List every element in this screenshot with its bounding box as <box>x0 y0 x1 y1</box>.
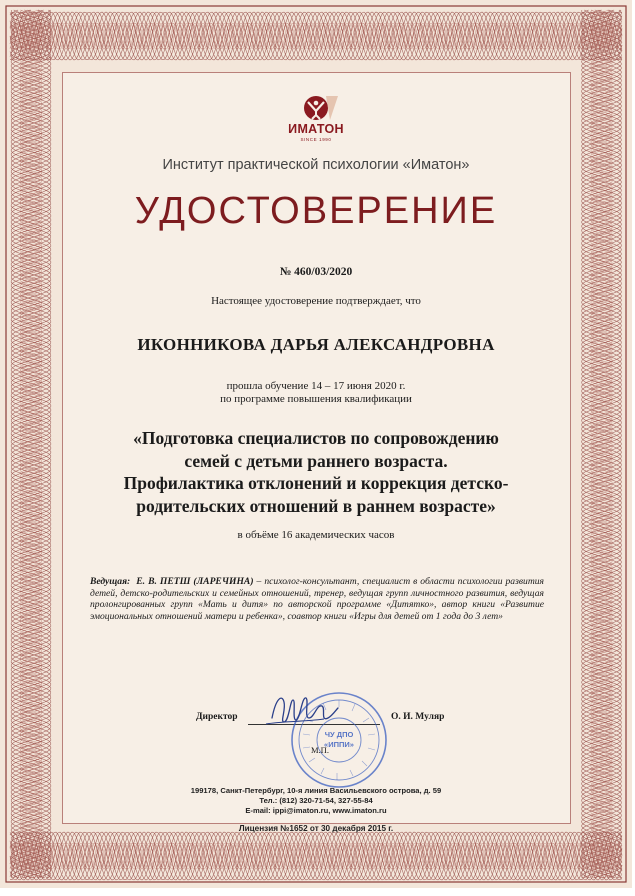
program-line: родительских отношений в раннем возрасте» <box>136 495 496 516</box>
stamp-text-top: ЧУ ДПО <box>324 730 354 739</box>
seal-place-label: М.П. <box>311 745 329 755</box>
program-title <box>0 427 632 517</box>
hours-volume: в объёме 16 академических часов <box>237 529 395 541</box>
license-line: Лицензия №1652 от 30 декабря 2015 г. <box>238 824 394 833</box>
lead-label: Ведущая: <box>90 576 131 587</box>
email-line: E-mail: ippi@imaton.ru, www.imaton.ru <box>245 806 387 815</box>
logo-since: SINCE 1990 <box>300 137 332 142</box>
training-dates: прошла обучение 14 – 17 июня 2020 г. <box>226 380 406 392</box>
lead-person: Е. В. ПЕТШ (ЛАРЕЧИНА) <box>136 576 254 587</box>
director-name: О. И. Муляр <box>391 712 445 722</box>
phone-line: Тел.: (812) 320-71-54, 327-55-84 <box>259 796 373 805</box>
holder-name: ИКОННИКОВА ДАРЬЯ АЛЕКСАНДРОВНА <box>137 335 495 354</box>
training-type: по программе повышения квалификации <box>220 393 412 405</box>
training-info <box>0 380 632 406</box>
institute-name: Институт практической психологии «Иматон» <box>162 157 470 173</box>
program-line: Профилактика отклонений и коррекция детско- <box>123 473 509 493</box>
program-line: семей с детьми раннего возраста. <box>184 450 448 471</box>
director-signature-icon <box>262 688 342 732</box>
certificate-number: № 460/03/2020 <box>279 266 353 278</box>
confirm-text: Настоящее удостоверение подтверждает, что <box>211 295 421 307</box>
logo-name: ИМАТОН <box>288 122 344 136</box>
lead-text: – психолог-консультант, специалист в области психологии развития детей, детско-родительских и семейных отношений, тренер, ведущая групп личностного развития, ведущая пролонгированных групп «Мать и дитя» по авторской программе «Дитятко», автор книги «Развитие эмоциональных отношений матери и ребенка», соавтор книги «Игры для детей от 1 года до 3 лет» <box>90 576 544 622</box>
lead-description <box>90 576 544 622</box>
stamp-text-bottom: «ИППИ» <box>324 740 354 749</box>
program-line: «Подготовка специалистов по сопровождению <box>133 428 499 448</box>
address-line: 199178, Санкт-Петербург, 10-я линия Васильевского острова, д. 59 <box>190 786 442 795</box>
director-label: Директор <box>196 712 238 722</box>
document-title: УДОСТОВЕРЕНИЕ <box>134 190 498 232</box>
